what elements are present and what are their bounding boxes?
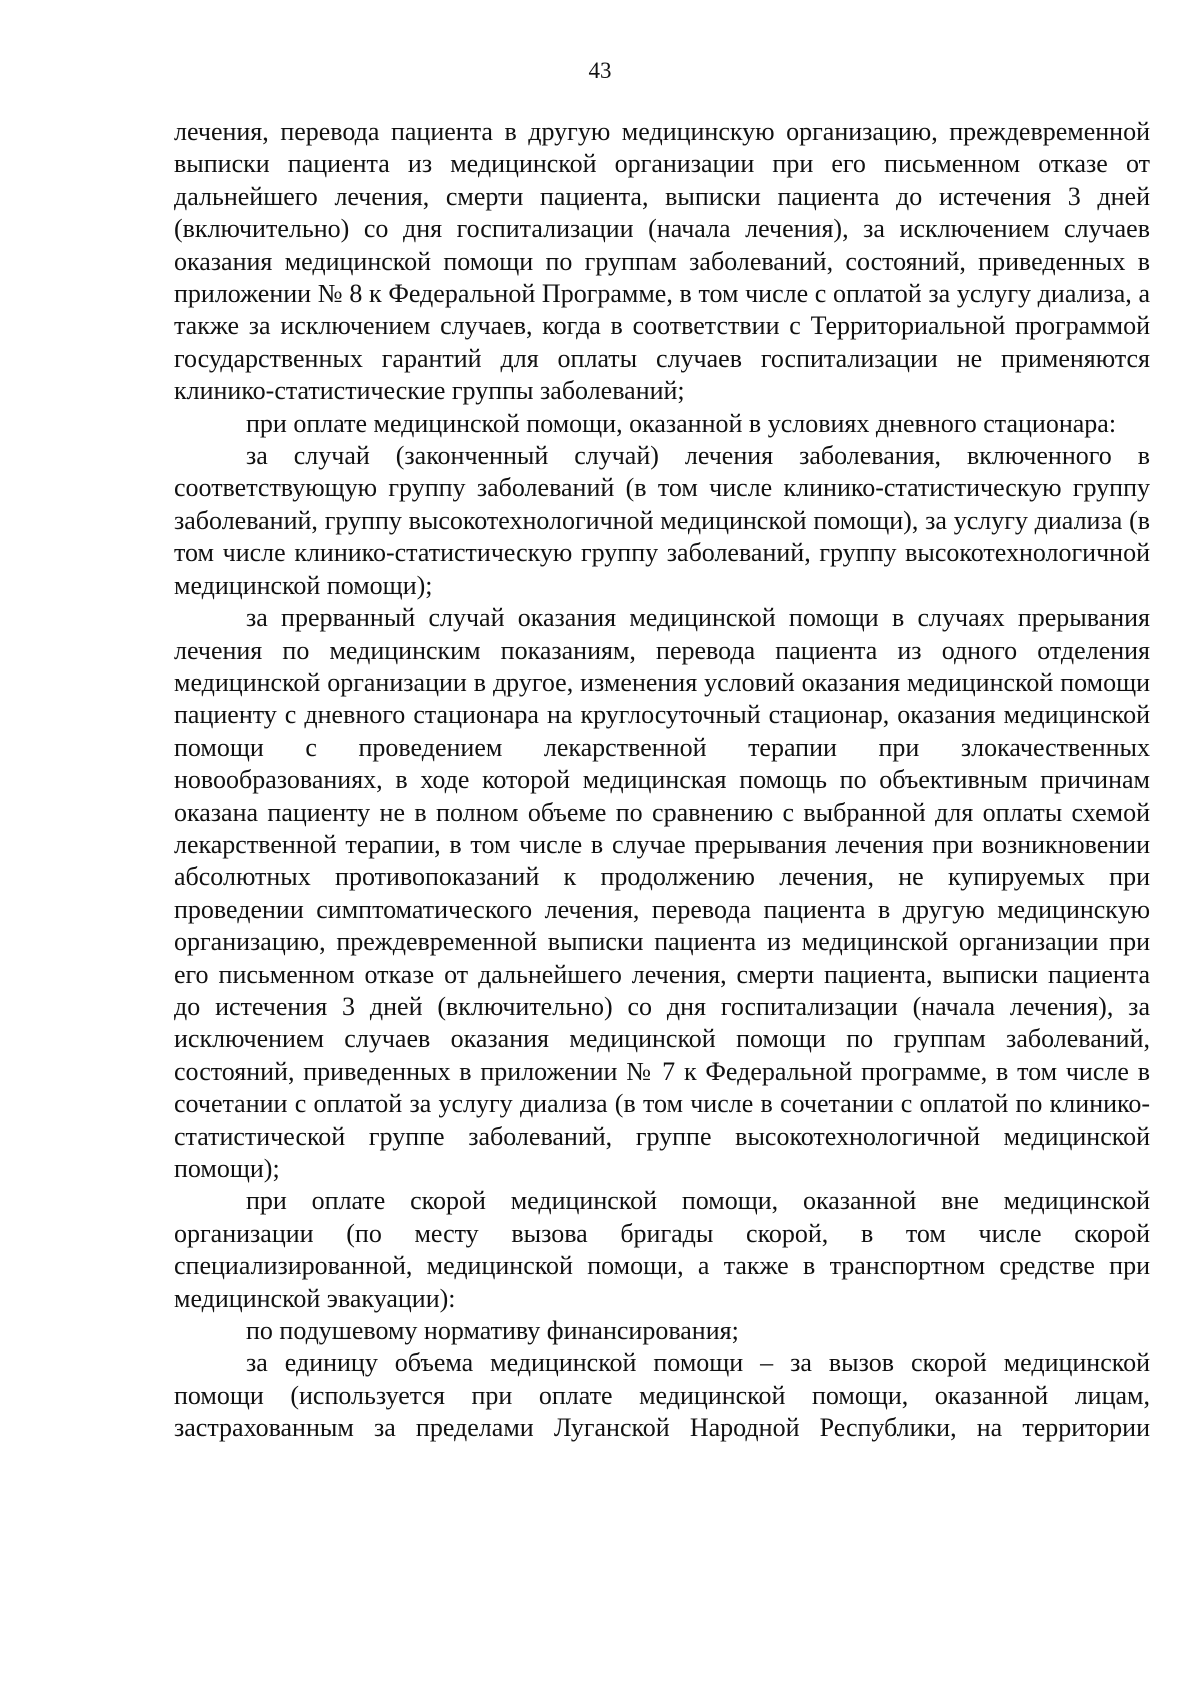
paragraph-day-hospital-intro: при оплате медицинской помощи, оказанной в условиях дневного стационара:: [246, 408, 1117, 438]
page-number: 43: [588, 58, 612, 83]
document-body: [174, 116, 1150, 1445]
paragraph-unit-of-volume: за единицу объема медицинской помощи – за вызов скорой медицинской помощи (используется при оплате медицинской помощи, оказанной лицам, застрахованным за пределами Луганской Народной Республики, на территории: [174, 1348, 1150, 1443]
paragraph-interrupted-case: за прерванный случай оказания медицинской помощи в случаях прерывания лечения по медицинским показаниям, перевода пациента из одного отделения медицинской организации в другое, изменения условий оказания медицинской помощи пациенту с дневного стационара на круглосуточный стационар, оказания медицинской помощи с проведением лекарственной терапии при злокачественных новообразованиях, в ходе которой медицинская помощь по объективным причинам оказана пациенту не в полном объеме по сравнению с выбранной для оплаты схемой лекарственной терапии, в том числе в случае прерывания лечения при возникновении абсолютных противопоказаний к продолжению лечения, не купируемых при проведении симптоматического лечения, перевода пациента в другую медицинскую организацию, преждевременной выписки пациента из медицинской организации при его письменном отказе от дальнейшего лечения, смерти пациента, выписки пациента до истечения 3 дней (включительно) со дня госпитализации (начала лечения), за исключением случаев оказания медицинской помощи по группам заболеваний, состояний, приведенных в приложении № 7 к Федеральной программе, в том числе в сочетании с оплатой за услугу диализа (в том числе в сочетании с оплатой по клинико-статистической группе заболеваний, группе высокотехнологичной медицинской помощи);: [174, 603, 1150, 1183]
paragraph-completed-case: за случай (законченный случай) лечения заболевания, включенного в соответствующую группу заболеваний (в том числе клинико-статистическую группу заболеваний, группу высокотехнологичной медицинской помощи), за услугу диализа (в том числе клинико-статистическую группу заболеваний, группу высокотехнологичной медицинской помощи);: [174, 441, 1150, 600]
paragraph-per-capita: по подушевому нормативу финансирования;: [246, 1316, 739, 1346]
paragraph-emergency-care-intro: при оплате скорой медицинской помощи, оказанной вне медицинской организации (по месту вызова бригады скорой, в том числе скорой специализированной, медицинской помощи, а также в транспортном средстве при медицинской эвакуации):: [174, 1186, 1150, 1313]
paragraph-continuation: лечения, перевода пациента в другую медицинскую организацию, преждевременной выписки пациента из медицинской организации при его письменном отказе от дальнейшего лечения, смерти пациента, выписки пациента до истечения 3 дней (включительно) со дня госпитализации (начала лечения), за исключением случаев оказания медицинской помощи по группам заболеваний, состояний, приведенных в приложении № 8 к Федеральной Программе, в том числе с оплатой за услугу диализа, а также за исключением случаев, когда в соответствии с Территориальной программой государственных гарантий для оплаты случаев госпитализации не применяются клинико-статистические группы заболеваний;: [174, 117, 1150, 406]
